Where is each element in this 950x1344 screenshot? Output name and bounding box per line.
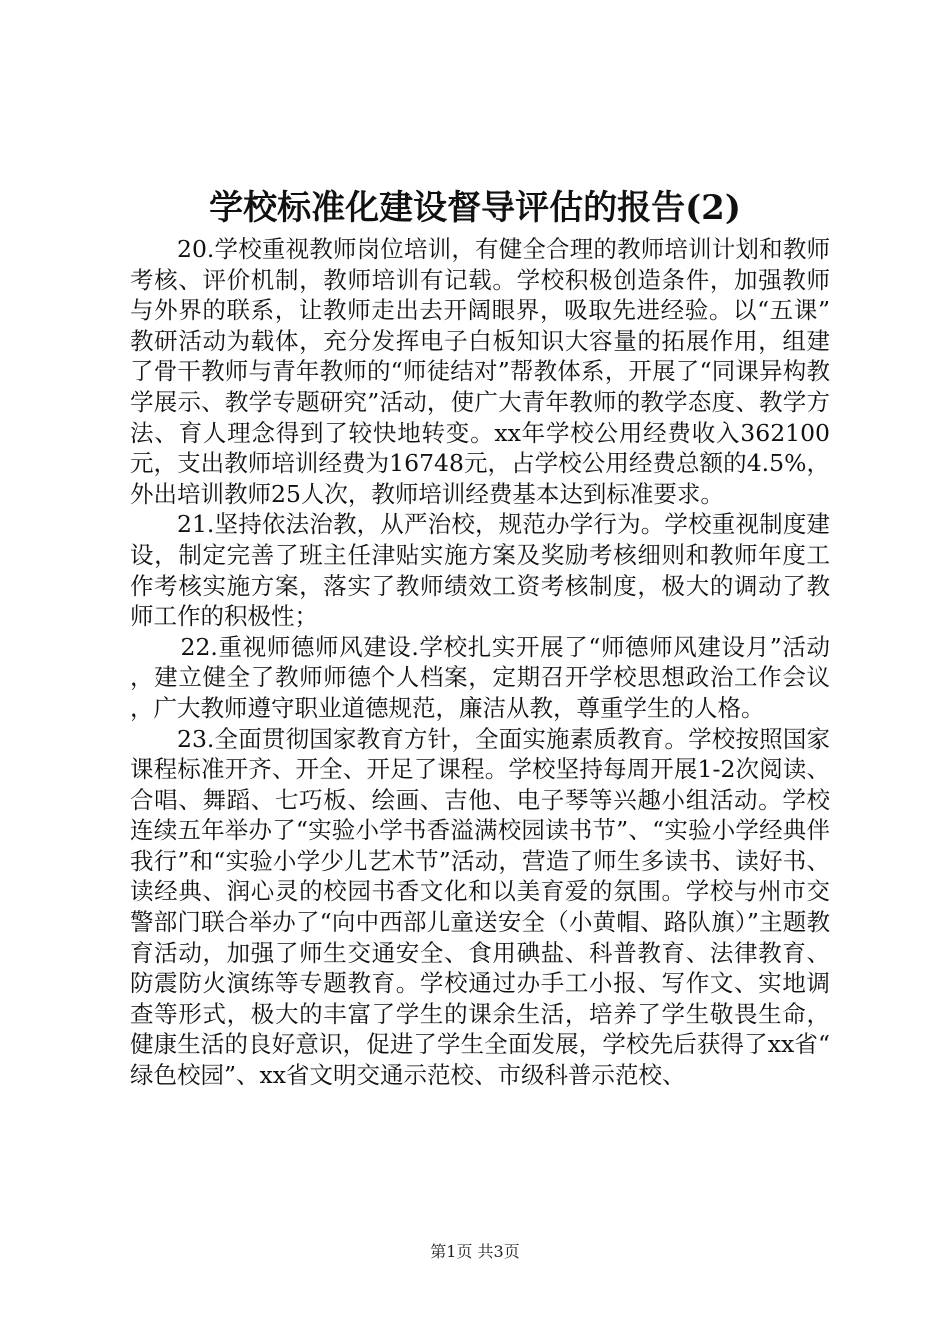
paragraph-22: 22.重视师德师风建设.学校扎实开展了“师德师风建设月”活动，建立健全了教师师德个人档案，定期召开学校思想政治工作会议，广大教师遵守职业道德规范，廉洁从教，尊重学生的人格。	[130, 632, 830, 722]
page-number-footer: 第1页 共3页	[430, 1242, 520, 1261]
document-body	[130, 234, 830, 1091]
paragraph-21: 21.坚持依法治教，从严治校，规范办学行为。学校重视制度建设，制定完善了班主任津贴实施方案及奖励考核细则和教师年度工作考核实施方案，落实了教师绩效工资考核制度，极大的调动了教师工作的积极性；	[130, 510, 830, 631]
paragraph-20: 20.学校重视教师岗位培训，有健全合理的教师培训计划和教师考核、评价机制，教师培训有记载。学校积极创造条件，加强教师与外界的联系，让教师走出去开阔眼界，吸取先进经验。以“五课”教研活动为载体，充分发挥电子白板知识大容量的拓展作用，组建了骨干教师与青年教师的“师徒结对”帮教体系，开展了“同课异构教学展示、教学专题研究”活动，使广大青年教师的教学态度、教学方法、育人理念得到了较快地转变。xx年学校公用经费收入362100元，支出教师培训经费为16748元，占学校公用经费总额的4.5%，外出培训教师25人次，教师培训经费基本达到标准要求。	[130, 235, 830, 508]
paragraph-23: 23.全面贯彻国家教育方针，全面实施素质教育。学校按照国家课程标准开齐、开全、开足了课程。学校坚持每周开展1-2次阅读、合唱、舞蹈、七巧板、绘画、吉他、电子琴等兴趣小组活动。学校连续五年举办了“实验小学书香溢满校园读书节”、“实验小学经典伴我行”和“实验小学少儿艺术节”活动，营造了师生多读书、读好书、读经典、润心灵的校园书香文化和以美育爱的氛围。学校与州市交警部门联合举办了“向中西部儿童送安全（小黄帽、路队旗）”主题教育活动，加强了师生交通安全、食用碘盐、科普教育、法律教育、防震防火演练等专题教育。学校通过办手工小报、写作文、实地调查等形式，极大的丰富了学生的课余生活，培养了学生敬畏生命，健康生活的良好意识，促进了学生全面发展，学校先后获得了xx省“绿色校园”、xx省文明交通示范校、市级科普示范校、	[130, 724, 830, 1090]
document-title: 学校标准化建设督导评估的报告(2)	[209, 188, 741, 228]
